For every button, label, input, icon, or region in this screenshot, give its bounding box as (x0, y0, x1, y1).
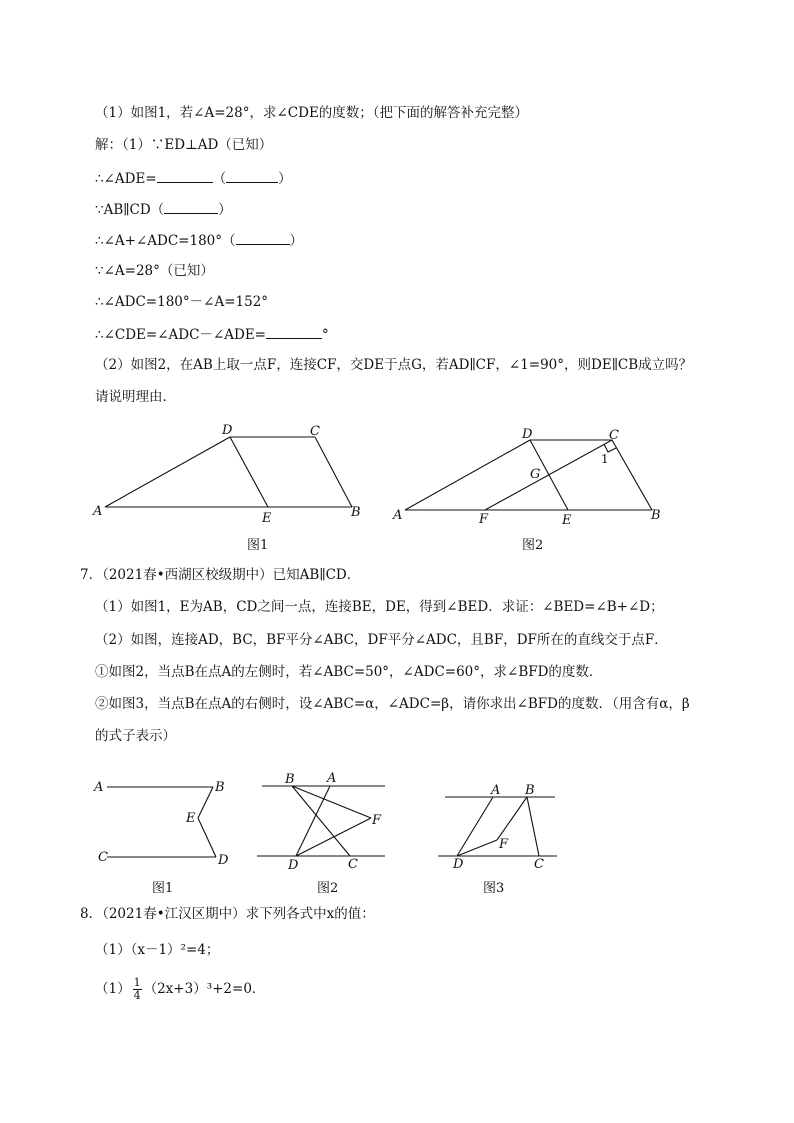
q6-figure-2 (405, 440, 652, 510)
q6-step6: ∴∠CDE=∠ADC－∠ADE= ° (95, 324, 329, 344)
label-A: A (93, 504, 103, 519)
q8-equation-1: （1）（x－1）²=4； (95, 942, 220, 958)
q6-part2-line2: 请说明理由． (95, 389, 176, 405)
label-A: A (327, 771, 337, 786)
q7-sub2-line2: 的式子表示） (95, 728, 176, 744)
label-E: E (562, 513, 572, 528)
label-C: C (534, 857, 544, 872)
label-F: F (499, 837, 509, 852)
q7-part1: （1）如图1，E为AB，CD之间一点，连接BE，DE，得到∠BED．求证：∠BED=∠B+∠D； (95, 599, 664, 615)
label-D: D (288, 858, 299, 873)
q6-part2-line1: （2）如图2，在AB上取一点F，连接CF，交DE于点G，若AD∥CF，∠1=90°，则DE∥CB成立吗？ (95, 357, 693, 373)
q6-step5: ∴∠ADC=180°－∠A=152° (95, 294, 269, 310)
q6-step3: ∴∠A+∠ADC=180°（ ） (95, 230, 303, 250)
label-D: D (222, 423, 233, 438)
label-B: B (215, 780, 225, 795)
q6-part1-prompt: （1）如图1，若∠A=28°，求∠CDE的度数；（把下面的解答补充完整） (95, 105, 529, 121)
figure-caption: 图3 (483, 881, 505, 896)
label-A: A (393, 508, 403, 523)
q7-sub1: ①如图2，当点B在点A的左侧时，若∠ABC=50°，∠ADC=60°，求∠BFD的度数． (95, 664, 603, 680)
q7-figure-1 (107, 787, 216, 857)
q6-step2: ∵AB∥CD（ ） (95, 199, 232, 219)
label-B: B (285, 772, 295, 787)
q7-part2: （2）如图，连接AD，BC，BF平分∠ABC，DF平分∠ADC，且BF，DF所在的直线交于点F． (95, 632, 668, 648)
figure-caption: 图1 (152, 881, 174, 896)
label-F: F (372, 813, 382, 828)
q7-header: 7．（2021春•西湖区校级期中）已知AB∥CD． (80, 567, 361, 583)
q8-equation-2: （1） $\frac{1}{4}$ （2x+3）³+2=0． (95, 976, 266, 1002)
q6-solution-intro: 解：（1）∵ED⊥AD（已知） (95, 137, 273, 153)
label-G: G (530, 467, 541, 482)
label-angle-1: 1 (601, 452, 609, 466)
label-C: C (98, 850, 108, 865)
figure-caption: 图2 (522, 538, 544, 553)
q6-step1: ∴∠ADE= （ ） (95, 168, 292, 188)
q7-sub2-line1: ②如图3，当点B在点A的右侧时，设∠ABC=α，∠ADC=β，请你求出∠BFD的度数．（用含有α，β (95, 696, 690, 712)
fraction: $\frac{1}{4}$ (133, 976, 141, 1002)
label-A: A (94, 780, 104, 795)
label-B: B (351, 505, 361, 520)
label-C: C (348, 857, 358, 872)
q7-figure-2 (257, 786, 385, 856)
label-D: D (453, 857, 464, 872)
label-E: E (186, 811, 196, 826)
q6-step4: ∵∠A=28°（已知） (95, 263, 214, 279)
label-C: C (609, 428, 619, 443)
label-E: E (262, 511, 272, 526)
q7-figure-3 (438, 797, 557, 856)
label-C: C (310, 424, 320, 439)
figure-caption: 图2 (317, 881, 339, 896)
q6-figure-1 (105, 437, 352, 507)
label-F: F (479, 512, 489, 527)
label-D: D (522, 427, 533, 442)
label-B: B (651, 508, 661, 523)
label-B: B (525, 783, 535, 798)
label-D: D (218, 853, 229, 868)
figure-caption: 图1 (247, 538, 269, 553)
label-A: A (491, 783, 501, 798)
q8-header: 8．（2021春•江汉区期中）求下列各式中x的值： (80, 906, 375, 922)
